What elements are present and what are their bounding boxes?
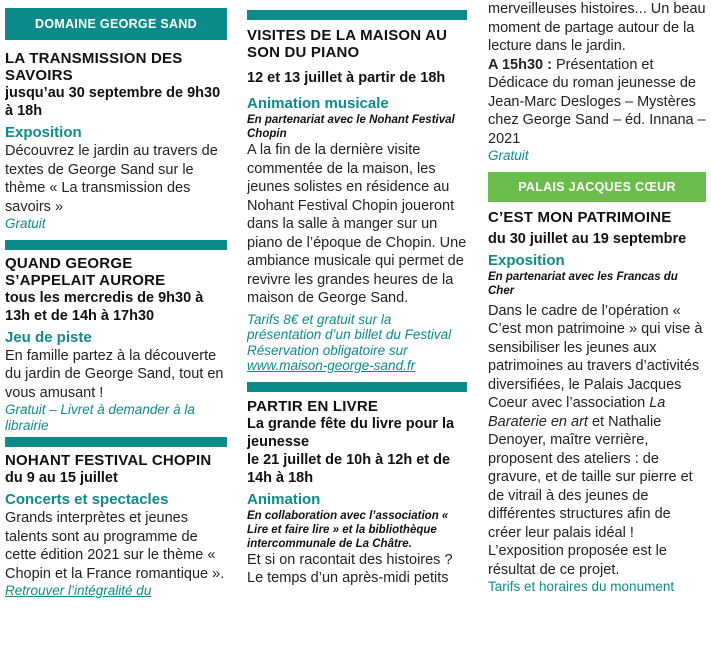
event-dedication — [488, 56, 706, 149]
event-description — [488, 302, 706, 580]
column-2 — [247, 0, 467, 647]
event-date: du 9 au 15 juillet — [5, 470, 118, 486]
description-part-a: Dans le cadre de l’opération « C’est mon patrimoine » qui vise à sensibiliser les jeunes aux patrimoines au travers d’activités diversifiées, le Palais Jacques Coeur avec l’association — [488, 302, 703, 411]
event-title: QUAND GEORGE S’APPELAIT AURORE — [5, 254, 166, 289]
association-name: La Baraterie en art — [488, 395, 666, 430]
event-title: LA TRANSMISSION DES SAVOIRS — [5, 50, 183, 84]
column-1 — [5, 0, 227, 647]
event-category: Animation musicale — [247, 95, 389, 112]
event-description: En famille partez à la découverte du jardin de George Sand, tout en vous amusant ! — [5, 347, 224, 401]
event-partner: En collaboration avec l’association « Lire et faire lire » et la bibliothèque intercommunale de La Châtre. — [247, 509, 449, 550]
event-date: jusqu’au 30 septembre de 9h30 à 18h — [5, 85, 221, 119]
reservation-link[interactable]: www.maison-george-sand.fr — [247, 358, 416, 373]
event-category: Animation — [247, 490, 321, 508]
event-price: Gratuit — [5, 216, 46, 231]
event-date: du 30 juillet au 19 septembre — [488, 230, 687, 247]
event-title: C’EST MON PATRIMOINE — [488, 208, 672, 226]
event-description: Grands interprètes et jeunes talents sont au programme de cette édition 2021 sur le thème « Chopin et la France romantique ». — [5, 510, 225, 582]
event-time: A 15h30 : — [488, 56, 552, 73]
column-3 — [488, 0, 706, 647]
event-title: NOHANT FESTIVAL CHOPIN — [5, 452, 212, 469]
event-partner: En partenariat avec le Nohant Festival Chopin — [247, 114, 455, 140]
section-divider — [5, 437, 227, 447]
event-price: Tarifs 8€ et gratuit sur la présentation d’un billet du Festival Réservation obligatoire sur — [247, 311, 452, 358]
description-part-b: et Nathalie Denoyer, maître verrière, proposent des ateliers : de gravure, et de taille sur pierre et de vitrail à des jeunes de différentes structures afin de créer leur palais idéal ! L’exposition proposée est le résultat de ce projet. — [488, 413, 693, 578]
event-description: A la fin de la dernière visite commentée de la maison, les jeunes solistes en résidence au Nohant Festival Chopin joueront dans la salle à manger sur un piano de l’époque de Chopin. Une ambiance musicale qui permet de revivre les grandes heures de la maison de George Sand. — [247, 142, 467, 306]
event-description: Découvrez le jardin au travers de textes de George Sand sur le thème « La transmission des savoirs » — [5, 143, 218, 215]
event-date: 12 et 13 juillet à partir de 18h — [247, 70, 446, 86]
event-description: Et si on racontait des histoires ? Le temps d’un après-midi petits — [247, 551, 453, 586]
event-partner: En partenariat avec les Francas du Cher — [488, 270, 678, 297]
event-price: Gratuit — [488, 148, 529, 163]
section-divider — [247, 382, 467, 392]
event-title: PARTIR EN LIVRE — [247, 397, 379, 415]
section-banner-domaine: DOMAINE GEORGE SAND — [5, 8, 227, 40]
event-category: Exposition — [488, 251, 565, 269]
event-description-continued: merveilleuses histoires... Un beau moment de partage autour de la lecture dans le jardin. — [488, 1, 706, 54]
event-more-link[interactable]: Retrouver l’intégralité du — [5, 583, 152, 598]
event-subtitle: La grande fête du livre pour la jeunesse — [247, 415, 455, 450]
event-title: VISITES DE LA MAISON AU SON DU PIANO — [247, 27, 448, 61]
event-category: Exposition — [5, 124, 82, 141]
event-date: le 21 juillet de 10h à 12h et de 14h à 18h — [247, 451, 451, 486]
dedication-text: Présentation et Dédicace du roman jeunesse de Jean-Marc Desloges – Mystères chez George Sand – éd. Innana – 2021 — [488, 56, 706, 147]
event-date: tous les mercredis de 9h30 à 13h et de 14h à 17h30 — [5, 289, 204, 324]
event-category: Jeu de piste — [5, 328, 92, 346]
section-divider — [5, 240, 227, 250]
event-price: Gratuit – Livret à demander à la librairie — [5, 402, 195, 433]
event-category: Concerts et spectacles — [5, 491, 169, 508]
section-banner-palais: PALAIS JACQUES CŒUR — [488, 172, 706, 202]
section-divider — [247, 10, 467, 20]
event-price: Tarifs et horaires du monument — [488, 579, 675, 594]
